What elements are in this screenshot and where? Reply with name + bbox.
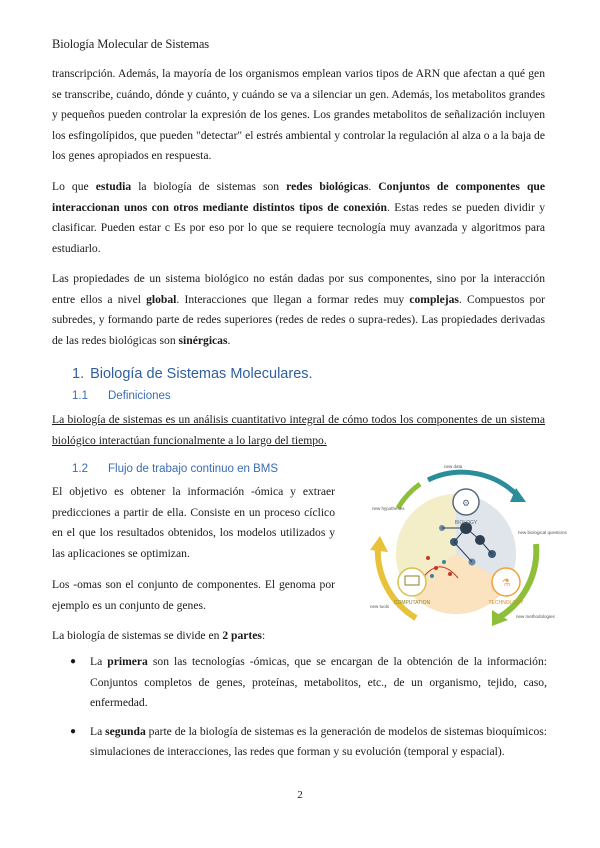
label-new-questions: new biological questions (518, 530, 567, 535)
svg-text:⚙: ⚙ (461, 498, 471, 508)
paragraph-objective: El objetivo es obtener la información -ómica y extraer predicciones a partir de ella. Consiste en un proceso cíclico en el que los resultados obtenidos, los modelos utilizados y las aplicaciones se optimizan. (52, 485, 335, 560)
label-new-methodologies: new methodologies (516, 614, 555, 619)
subsection-title: Definiciones (108, 390, 171, 402)
page-number: 2 (297, 789, 303, 801)
arrow-green-left (398, 484, 420, 508)
parts-list (70, 652, 547, 771)
list-item: ● La primera son las tecnologías -ómicas, que se encargan de la obtención de la información: Conjuntos completos de genes, proteínas, metabolitos, etc., de un organismo, tejido, caso, enfermedad. (70, 652, 547, 714)
paragraph-rna-metabolites: transcripción. Además, la mayoría de los organismos emplean varios tipos de ARN que afectan a qué gen se transcribe, cuándo, dónde y cuánto, y cuándo se va a silenciar un gen. Además, los metabolitos grandes y pequeños pueden controlar la expresión de los genes. Los grandes metabolitos de señalización incluyen los esfingolípidos, que pueden "detectar" el estrés ambiental y controlar la regulación al alza o a la baja de los genes apropiados en respuesta. (52, 67, 545, 162)
bullet-icon: ● (70, 725, 77, 737)
systems-biology-cycle-figure (358, 458, 567, 634)
subsection-heading-1-2 (72, 463, 278, 475)
subsection-heading-1-1 (72, 390, 171, 402)
paragraph-omas: Los -omas son el conjunto de componentes. El genoma por ejemplo es un conjunto de genes. (52, 578, 335, 612)
subsection-title: Flujo de trabajo continuo en BMS (108, 463, 279, 475)
label-biology: BIOLOGY (454, 520, 478, 526)
section-number: 1. (72, 366, 85, 382)
list-item: ● La segunda parte de la biología de sistemas es la generación de modelos de sistemas bioquímicos: simulaciones de interacciones, las redes que forman y su evolución (temporal y espacial). (70, 722, 547, 763)
section-heading-1 (72, 366, 313, 382)
subsection-number: 1.2 (72, 463, 88, 475)
definition-text: La biología de sistemas es un análisis cuantitativo integral de cómo todos los componentes de un sistema biológico interactúan funcionalmente a lo largo del tiempo. (52, 413, 545, 447)
computation-icon (398, 568, 426, 596)
bullet-icon: ● (70, 656, 77, 667)
label-new-tools: new tools (370, 604, 390, 609)
label-computation: COMPUTATION (393, 600, 431, 606)
subsection-number: 1.1 (72, 390, 88, 402)
section-title: Biología de Sistemas Moleculares. (90, 366, 313, 382)
arrow-yellow-head (370, 536, 388, 552)
label-new-data: new data (444, 464, 463, 469)
label-technology: TECHNOLOGY (488, 600, 524, 606)
paragraph-system-properties: Las propiedades de un sistema biológico no están dadas por sus componentes, sino por la interacción entre ellos a nivel global. Interacciones que llegan a formar redes muy complejas. Compuestos por subredes, y formando parte de redes superiores (redes de redes o supra-redes). Las propiedades derivadas de las redes biológicas son sinérgicas. (52, 272, 545, 347)
label-new-hypotheses: new hypotheses (372, 506, 405, 511)
paragraph-biological-networks: Lo que estudia la biología de sistemas son redes biológicas. Conjuntos de componentes que interaccionan unos con otros mediante distintos tipos de conexión. Estas redes se pueden dividir y clasificar. Pueden estar c Es por eso por lo que se requiere tecnología muy avanzada y algoritmos para estudiarlo. (52, 180, 546, 255)
running-header: Biología Molecular de Sistemas (52, 37, 210, 51)
svg-text:⚗: ⚗ (501, 578, 511, 589)
parts-intro: La biología de sistemas se divide en 2 partes: (52, 629, 266, 642)
